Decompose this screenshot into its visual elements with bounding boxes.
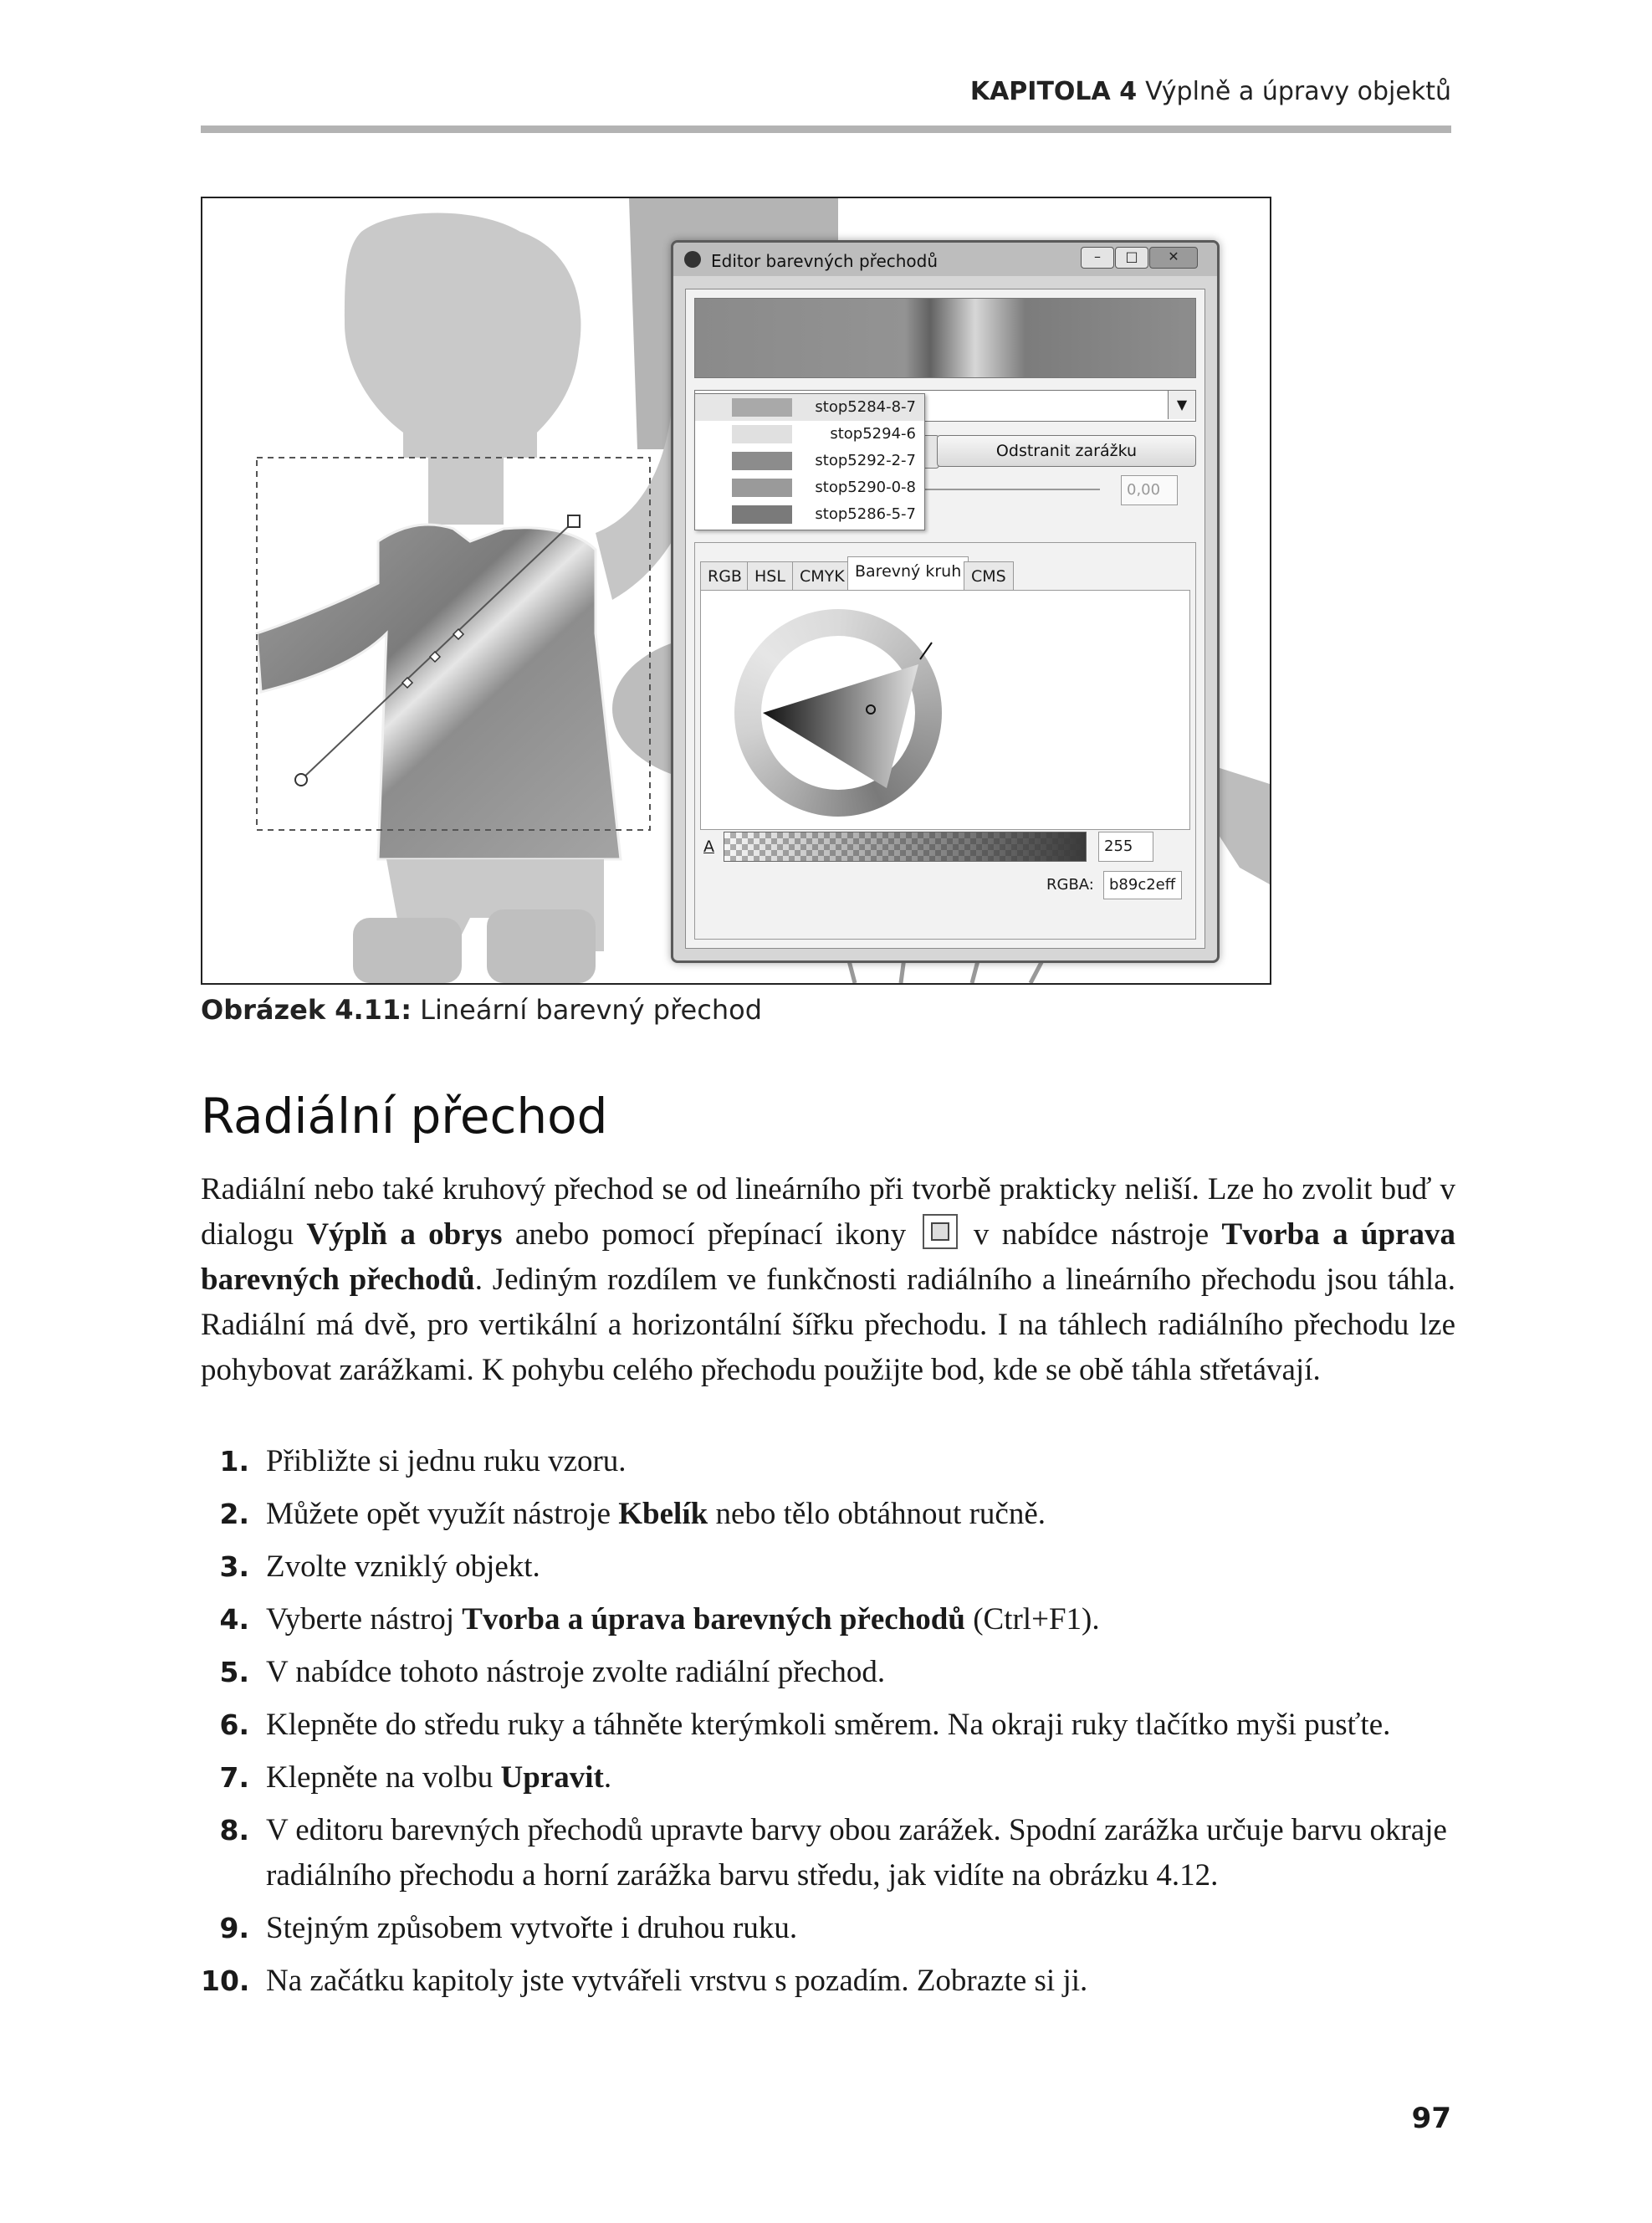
- step-number: 8.: [219, 1814, 249, 1847]
- offset-field[interactable]: 0,00: [1121, 475, 1178, 505]
- character-hair: [345, 213, 581, 458]
- inkscape-logo-icon: [684, 251, 701, 268]
- stop-item[interactable]: [695, 448, 924, 474]
- list-item: [201, 1755, 1455, 1800]
- list-item: [201, 1492, 1455, 1537]
- dialog-title: Editor barevných přechodů: [711, 251, 939, 271]
- step-text: Na začátku kapitoly jste vytvářeli vrstvu s pozadím. Zobrazte si ji.: [266, 1964, 1088, 1998]
- gradient-editor-dialog: [671, 240, 1220, 963]
- dialog-body: [685, 289, 1205, 949]
- stop-color-group: [694, 542, 1196, 940]
- stop-dropdown-list: [694, 393, 925, 530]
- step-number: 3.: [219, 1550, 249, 1583]
- figure-caption: [201, 994, 762, 1026]
- step-text: .: [603, 1760, 612, 1795]
- maximize-icon: □: [1125, 248, 1138, 264]
- minimize-icon: –: [1094, 248, 1101, 264]
- stop-item[interactable]: [695, 474, 924, 501]
- para-text: v nabídce nástroje: [960, 1217, 1222, 1252]
- chapter-title: Výplně a úpravy objektů: [1145, 77, 1451, 106]
- step-text: Vyberte nástroj: [266, 1602, 463, 1637]
- tab-rgb[interactable]: RGB: [700, 561, 749, 592]
- rgba-field[interactable]: b89c2eff: [1103, 871, 1182, 899]
- step-number: 2.: [219, 1498, 249, 1530]
- stop-label: stop5294-6: [830, 425, 916, 443]
- para-text: Radiální nebo také kruhový přechod se od lineárního při tvorbě prakticky neliší. Lze ho zvolit buď v dialogu: [201, 1172, 1455, 1252]
- chapter-label: KAPITOLA 4: [969, 77, 1138, 106]
- step-text: Můžete opět využít nástroje: [266, 1497, 619, 1531]
- step-number: 10.: [201, 1964, 250, 1997]
- steps-list: [201, 1439, 1455, 2011]
- gradient-end-handle: [568, 515, 580, 527]
- caption-text: Lineární barevný přechod: [420, 994, 762, 1026]
- minimize-button[interactable]: [1081, 247, 1114, 269]
- step-text: Klepněte do středu ruky a táhněte kterýmkoli směrem. Na okraji ruky tlačítko myši pusťte.: [266, 1708, 1391, 1742]
- stop-item[interactable]: [695, 421, 924, 448]
- list-item: [201, 1906, 1455, 1951]
- step-number: 5.: [219, 1656, 249, 1688]
- stop-swatch: [732, 479, 792, 497]
- tab-color-wheel[interactable]: Barevný kruh: [847, 556, 969, 592]
- para-bold: Výplň a obrys: [306, 1217, 503, 1252]
- figure-screenshot: [201, 197, 1271, 985]
- step-bold: Upravit: [500, 1760, 604, 1795]
- list-item: [201, 1650, 1455, 1695]
- list-item: [201, 1597, 1455, 1642]
- gradient-preview: [694, 298, 1196, 378]
- step-number: 6.: [219, 1708, 249, 1741]
- step-bold: Tvorba a úprava barevných přechodů: [462, 1602, 965, 1637]
- close-button[interactable]: [1149, 247, 1198, 269]
- page-number: 97: [1411, 2102, 1451, 2135]
- step-text: (Ctrl+F1).: [964, 1602, 1100, 1637]
- alpha-label: A: [703, 837, 714, 856]
- stop-swatch: [732, 398, 792, 417]
- body-paragraph: [201, 1167, 1455, 1393]
- tab-hsl[interactable]: HSL: [747, 561, 793, 592]
- maximize-button[interactable]: [1115, 247, 1148, 269]
- step-number: 7.: [219, 1761, 249, 1794]
- list-item: [201, 1808, 1455, 1898]
- rgba-label: RGBA:: [1046, 876, 1094, 894]
- saturation-triangle[interactable]: [734, 609, 942, 817]
- stop-label: stop5292-2-7: [815, 452, 916, 469]
- character-body: [257, 525, 621, 859]
- step-text: Zvolte vzniklý objekt.: [266, 1549, 540, 1584]
- caption-label: Obrázek 4.11:: [201, 994, 412, 1026]
- dropdown-arrow-icon[interactable]: ▼: [1168, 391, 1195, 419]
- step-text: V nabídce tohoto nástroje zvolte radiální přechod.: [266, 1655, 886, 1689]
- tab-cms[interactable]: CMS: [964, 561, 1014, 592]
- stop-item[interactable]: [695, 394, 924, 421]
- list-item: [201, 1439, 1455, 1484]
- section-heading: Radiální přechod: [201, 1088, 608, 1145]
- stop-swatch: [732, 452, 792, 470]
- radial-toggle-icon: [923, 1214, 958, 1249]
- stop-label: stop5284-8-7: [815, 398, 916, 416]
- stop-item[interactable]: [695, 501, 924, 528]
- character-boot-left: [353, 918, 462, 983]
- para-bold: Tvorba a úprava barevných přechodů: [201, 1217, 1455, 1297]
- stop-swatch: [732, 425, 792, 443]
- list-item: [201, 1544, 1455, 1590]
- alpha-field[interactable]: 255: [1098, 832, 1153, 862]
- header-rule: [201, 125, 1451, 133]
- step-text: V editoru barevných přechodů upravte barvy obou zarážek. Spodní zarážka určuje barvu okraje radiálního přechodu a horní zarážka barvu středu, jak vidíte na obrázku 4.12.: [266, 1813, 1447, 1893]
- character-boot-right: [487, 909, 596, 983]
- step-number: 9.: [219, 1912, 249, 1944]
- delete-stop-button[interactable]: Odstranit zarážku: [937, 435, 1196, 467]
- step-number: 1.: [219, 1445, 249, 1478]
- step-text: Přibližte si jednu ruku vzoru.: [266, 1444, 627, 1478]
- tab-cmyk[interactable]: CMYK: [792, 561, 852, 592]
- list-item: [201, 1703, 1455, 1748]
- step-text: Klepněte na volbu: [266, 1760, 501, 1795]
- para-text: . Jediným rozdílem ve funkčnosti radiálního a lineárního přechodu jsou táhla. Radiální má dvě, pro vertikální a horizontální šířku přechodu. I na táhlech radiálního přechodu lze pohybovat zarážkami. K pohybu celého přechodu použijte bod, kde se obě táhla střetávají.: [201, 1263, 1455, 1387]
- list-item: [201, 1959, 1455, 2004]
- close-icon: ✕: [1168, 248, 1179, 264]
- running-header: [201, 77, 1451, 106]
- step-text: Stejným způsobem vytvořte i druhou ruku.: [266, 1911, 798, 1945]
- offset-slider[interactable]: [895, 489, 1100, 490]
- step-bold: Kbelík: [618, 1497, 708, 1531]
- color-wheel-panel: [700, 590, 1190, 830]
- stop-label: stop5290-0-8: [815, 479, 916, 496]
- stop-swatch: [732, 505, 792, 524]
- gradient-start-handle: [295, 774, 307, 786]
- step-text: nebo tělo obtáhnout ručně.: [708, 1497, 1046, 1531]
- para-text: anebo pomocí přepínací ikony: [502, 1217, 919, 1252]
- stop-label: stop5286-5-7: [815, 505, 916, 523]
- alpha-slider[interactable]: [724, 832, 1087, 862]
- dialog-title-bar[interactable]: [673, 243, 1217, 276]
- character-neck: [428, 449, 504, 525]
- step-number: 4.: [219, 1603, 249, 1636]
